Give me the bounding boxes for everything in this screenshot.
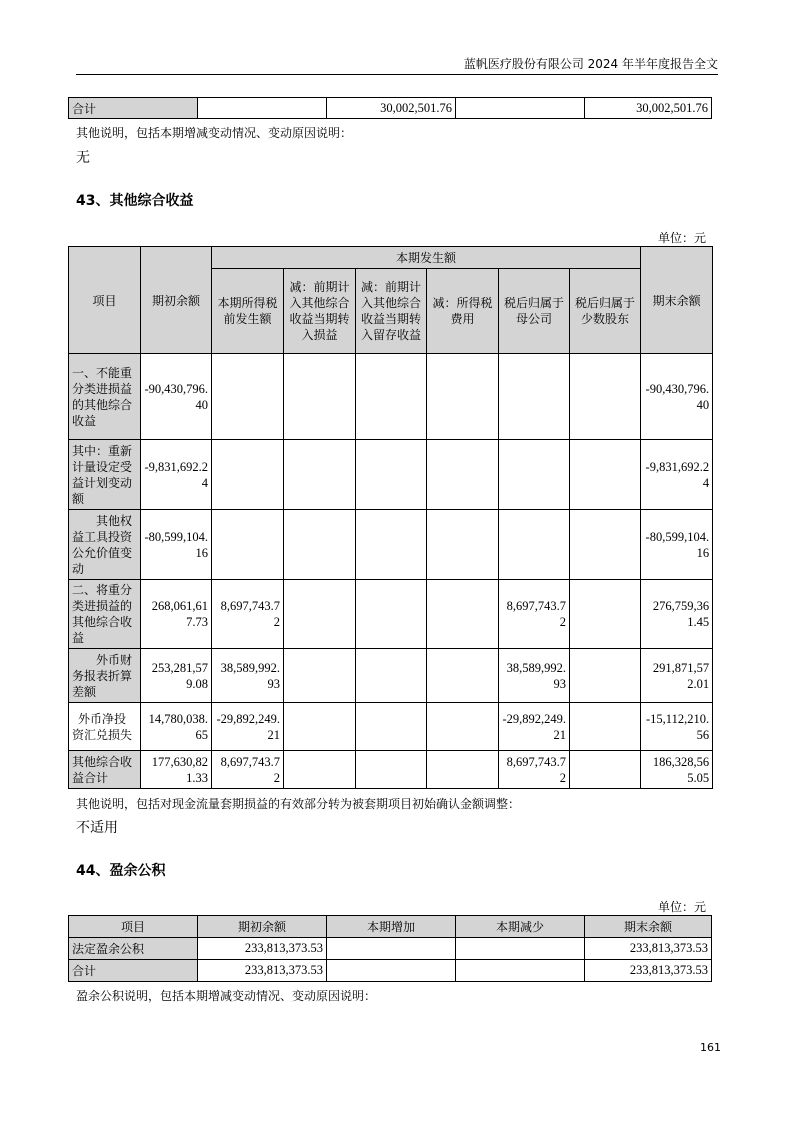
note1-label: 其他说明，包括本期增减变动情况、变动原因说明：	[76, 126, 353, 140]
section43-note-value: 不适用	[76, 820, 118, 836]
hdr-closing: 期末余额	[585, 916, 712, 938]
row-c5: -29,892,249.21	[499, 703, 570, 751]
row-c5: 38,589,992.93	[499, 649, 570, 703]
row-c1: 8,697,743.72	[212, 751, 284, 789]
row-closing: 233,813,373.53	[585, 938, 712, 960]
table-row	[69, 649, 713, 703]
row-closing: -9,831,692.24	[641, 440, 713, 510]
row-c6	[570, 510, 641, 580]
surplus-reserve-table	[68, 915, 712, 982]
row-item: 法定盈余公积	[69, 938, 198, 960]
row-c3	[356, 751, 427, 789]
hdr-opening: 期初余额	[198, 916, 327, 938]
section43-title: 43、其他综合收益	[76, 193, 194, 209]
row-c4	[427, 580, 499, 649]
row-c4	[427, 354, 499, 440]
table-row	[69, 440, 713, 510]
table-row	[69, 960, 712, 982]
row-item: 外币财务报表折算差额	[69, 649, 141, 703]
row-c2	[284, 703, 356, 751]
row-c2	[284, 510, 356, 580]
row-c1: 8,697,743.72	[212, 580, 284, 649]
row-item: 二、将重分类进损益的其他综合收益	[69, 580, 141, 649]
section43-unit: 单位：元	[657, 231, 706, 245]
hdr-increase: 本期增加	[327, 916, 456, 938]
hdr-sub-minority: 税后归属于少数股东	[570, 269, 641, 354]
section43-note-label: 其他说明，包括对现金流量套期损益的有效部分转为被套期项目初始确认金额调整：	[76, 797, 521, 811]
row-c1: -29,892,249.21	[212, 703, 284, 751]
hdr-sub-reclass-pl: 减：前期计入其他综合收益当期转入损益	[284, 269, 356, 354]
row-c5: 8,697,743.72	[499, 580, 570, 649]
row-c3	[356, 703, 427, 751]
row-opening: -80,599,104.16	[141, 510, 212, 580]
row-c5	[499, 354, 570, 440]
row-c2	[284, 580, 356, 649]
row-closing: -15,112,210.56	[641, 703, 713, 751]
row-c2	[284, 440, 356, 510]
row-c1: 38,589,992.93	[212, 649, 284, 703]
row-c1	[212, 354, 284, 440]
row-item: 一、不能重分类进损益的其他综合收益	[69, 354, 141, 440]
row-c6	[570, 703, 641, 751]
table-row	[69, 938, 712, 960]
hdr-sub-pretax: 本期所得税前发生额	[212, 269, 284, 354]
row-c4	[427, 440, 499, 510]
row-c6	[570, 649, 641, 703]
row-c3	[356, 649, 427, 703]
hdr-sub-reclass-re: 减：前期计入其他综合收益当期转入留存收益	[356, 269, 427, 354]
row-c6	[570, 751, 641, 789]
row-c3	[356, 440, 427, 510]
total-label: 合计	[69, 98, 198, 119]
row-increase	[327, 938, 456, 960]
page-number: 161	[700, 1041, 721, 1054]
row-c4	[427, 510, 499, 580]
note1-value: 无	[76, 150, 90, 166]
row-item: 其他综合收益合计	[69, 751, 141, 789]
row-c3	[356, 354, 427, 440]
total-col3: 30,002,501.76	[327, 98, 456, 119]
hdr-opening: 期初余额	[141, 247, 212, 354]
total-col4	[456, 98, 585, 119]
hdr-group: 本期发生额	[212, 247, 641, 269]
row-opening: 233,813,373.53	[198, 960, 327, 982]
row-c1	[212, 510, 284, 580]
section44-title: 44、盈余公积	[76, 863, 166, 879]
row-closing: 186,328,565.05	[641, 751, 713, 789]
hdr-item: 项目	[69, 916, 198, 938]
hdr-sub-tax: 减：所得税费用	[427, 269, 499, 354]
hdr-decrease: 本期减少	[456, 916, 585, 938]
row-c3	[356, 580, 427, 649]
row-closing: 291,871,572.01	[641, 649, 713, 703]
row-c2	[284, 354, 356, 440]
row-c4	[427, 649, 499, 703]
table-row	[69, 510, 713, 580]
row-c3	[356, 510, 427, 580]
table-row	[69, 354, 713, 440]
row-closing: -80,599,104.16	[641, 510, 713, 580]
page-header: 蓝帆医疗股份有限公司 2024 年半年度报告全文	[76, 56, 718, 75]
row-closing: 276,759,361.45	[641, 580, 713, 649]
row-opening: -9,831,692.24	[141, 440, 212, 510]
row-item: 合计	[69, 960, 198, 982]
row-c6	[570, 440, 641, 510]
hdr-item: 项目	[69, 247, 141, 354]
row-c5: 8,697,743.72	[499, 751, 570, 789]
row-item: 其中：重新计量设定受益计划变动额	[69, 440, 141, 510]
row-c1	[212, 440, 284, 510]
top-total-table	[68, 97, 712, 119]
row-c6	[570, 354, 641, 440]
row-opening: -90,430,796.40	[141, 354, 212, 440]
row-item: 其他权益工具投资公允价值变动	[69, 510, 141, 580]
row-increase	[327, 960, 456, 982]
table-row	[69, 703, 713, 751]
table-row	[69, 580, 713, 649]
row-opening: 268,061,617.73	[141, 580, 212, 649]
row-opening: 177,630,821.33	[141, 751, 212, 789]
hdr-sub-parent: 税后归属于母公司	[499, 269, 570, 354]
total-col2	[198, 98, 327, 119]
section44-unit: 单位：元	[657, 900, 706, 914]
row-opening: 14,780,038.65	[141, 703, 212, 751]
section44-note-label: 盈余公积说明，包括本期增减变动情况、变动原因说明：	[76, 989, 377, 1003]
row-c2	[284, 751, 356, 789]
row-closing: -90,430,796.40	[641, 354, 713, 440]
row-c4	[427, 703, 499, 751]
row-opening: 233,813,373.53	[198, 938, 327, 960]
row-item: 外币净投资汇兑损失	[69, 703, 141, 751]
table-row	[69, 751, 713, 789]
row-c5	[499, 440, 570, 510]
total-col5: 30,002,501.76	[585, 98, 712, 119]
row-decrease	[456, 960, 585, 982]
row-closing: 233,813,373.53	[585, 960, 712, 982]
oci-table	[68, 246, 713, 789]
row-c4	[427, 751, 499, 789]
row-c2	[284, 649, 356, 703]
row-opening: 253,281,579.08	[141, 649, 212, 703]
row-decrease	[456, 938, 585, 960]
hdr-closing: 期末余额	[641, 247, 713, 354]
row-c5	[499, 510, 570, 580]
row-c6	[570, 580, 641, 649]
